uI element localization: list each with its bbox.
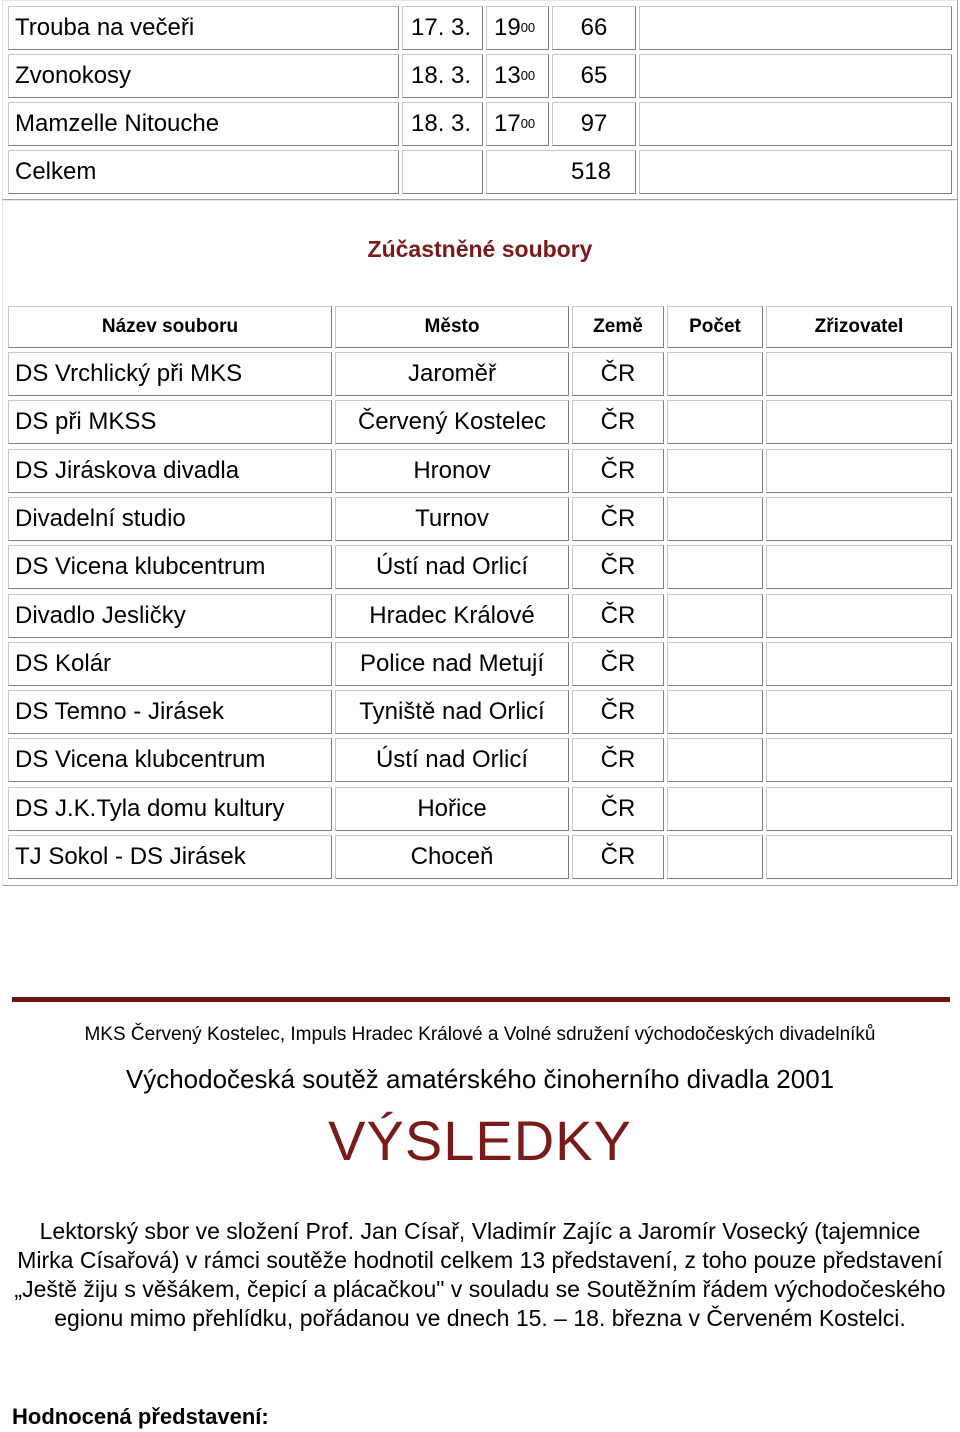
ensemble-count [667, 352, 763, 396]
schedule-count: 65 [552, 54, 636, 98]
ensemble-country: ČR [572, 497, 664, 541]
ensemble-founder [766, 594, 952, 638]
ensemble-name: DS Temno - Jirásek [8, 690, 332, 734]
schedule-extra-empty [639, 102, 952, 146]
ensemble-city: Hořice [335, 787, 569, 831]
ensemble-name: Divadelní studio [8, 497, 332, 541]
ensemble-country: ČR [572, 400, 664, 444]
rated-performances-heading: Hodnocená představení: [12, 1404, 269, 1429]
ensemble-count [667, 594, 763, 638]
ensemble-count [667, 690, 763, 734]
ensemble-count [667, 449, 763, 493]
ensemble-city: Choceň [335, 835, 569, 879]
time-minute: 00 [520, 115, 536, 131]
ensemble-name: DS při MKSS [8, 400, 332, 444]
schedule-extra-empty [639, 54, 952, 98]
schedule-time [486, 102, 549, 146]
ensemble-city: Ústí nad Orlicí [335, 545, 569, 589]
time-minute: 00 [520, 67, 536, 83]
schedule-date: 18. 3. [402, 54, 483, 98]
ensemble-country: ČR [572, 352, 664, 396]
ensemble-country: ČR [572, 449, 664, 493]
ensemble-founder [766, 449, 952, 493]
divider [12, 997, 950, 1002]
schedule-extra-empty [639, 6, 952, 50]
ensemble-founder [766, 497, 952, 541]
schedule-count: 97 [552, 102, 636, 146]
total-extra-empty [639, 150, 952, 194]
total-date-empty [402, 150, 483, 194]
header-city: Město [335, 306, 569, 348]
ensemble-city: Hradec Králové [335, 594, 569, 638]
results-heading: VÝSLEDKY [328, 1109, 632, 1172]
ensemble-name: DS Vicena klubcentrum [8, 738, 332, 782]
schedule-title: Zvonokosy [8, 54, 399, 98]
schedule-date: 18. 3. [402, 102, 483, 146]
ensemble-count [667, 642, 763, 686]
ensemble-city: Police nad Metují [335, 642, 569, 686]
ensemble-country: ČR [572, 787, 664, 831]
competition-title: Východočeská soutěž amatérského činoherního divadla 2001 [125, 1064, 835, 1094]
ensemble-founder [766, 787, 952, 831]
ensemble-name: DS Kolár [8, 642, 332, 686]
ensemble-founder [766, 690, 952, 734]
ensemble-country: ČR [572, 690, 664, 734]
ensemble-country: ČR [572, 642, 664, 686]
header-founder: Zřizovatel [766, 306, 952, 348]
ensemble-city: Ústí nad Orlicí [335, 738, 569, 782]
time-hour: 19 [494, 14, 521, 41]
schedule-date: 17. 3. [402, 6, 483, 50]
ensemble-founder [766, 642, 952, 686]
ensembles-title: Zúčastněné soubory [367, 236, 593, 262]
ensemble-city: Turnov [335, 497, 569, 541]
schedule-title: Mamzelle Nitouche [8, 102, 399, 146]
ensemble-country: ČR [572, 835, 664, 879]
ensemble-name: DS Vicena klubcentrum [8, 545, 332, 589]
ensemble-city: Jaroměř [335, 352, 569, 396]
header-count: Počet [667, 306, 763, 348]
ensemble-founder [766, 545, 952, 589]
schedule-count: 66 [552, 6, 636, 50]
ensemble-count [667, 545, 763, 589]
time-hour: 17 [494, 110, 521, 137]
ensembles-table [2, 200, 958, 886]
ensemble-name: DS J.K.Tyla domu kultury [8, 787, 332, 831]
ensemble-country: ČR [572, 545, 664, 589]
ensemble-name: DS Vrchlický při MKS [8, 352, 332, 396]
ensemble-count [667, 400, 763, 444]
time-minute: 00 [520, 19, 536, 35]
ensemble-count [667, 787, 763, 831]
ensemble-city: Hronov [335, 449, 569, 493]
organizers: MKS Červený Kostelec, Impuls Hradec Králové a Volné sdružení východočeských divadelníků [84, 1024, 876, 1045]
ensemble-country: ČR [572, 738, 664, 782]
total-label: Celkem [8, 150, 399, 194]
jury-paragraph: Lektorský sbor ve složení Prof. Jan Císař, Vladimír Zajíc a Jaromír Vosecký (tajemnice Mirka Císařová) v rámci soutěže hodnotil celkem 13 představení, z toho pouze představení „Ještě žiju s věšákem, čepicí a plácačkou" v souladu se Soutěžním řádem východočeského egionu mimo přehlídku, pořádanou ve dnech 15. – 18. března v Červeném Kostelci. [14, 1218, 946, 1331]
ensemble-name: Divadlo Jesličky [8, 594, 332, 638]
ensemble-name: TJ Sokol - DS Jirásek [8, 835, 332, 879]
ensemble-city: Červený Kostelec [335, 400, 569, 444]
ensemble-count [667, 835, 763, 879]
header-name: Název souboru [8, 306, 332, 348]
ensemble-name: DS Jiráskova divadla [8, 449, 332, 493]
schedule-title: Trouba na večeři [8, 6, 399, 50]
ensemble-founder [766, 738, 952, 782]
schedule-time [486, 54, 549, 98]
ensemble-count [667, 497, 763, 541]
ensemble-city: Tyniště nad Orlicí [335, 690, 569, 734]
time-hour: 13 [494, 62, 521, 89]
total-value: 518 [486, 150, 636, 194]
ensemble-founder [766, 835, 952, 879]
schedule-time [486, 6, 549, 50]
ensemble-founder [766, 352, 952, 396]
ensemble-country: ČR [572, 594, 664, 638]
ensemble-founder [766, 400, 952, 444]
ensemble-count [667, 738, 763, 782]
header-country: Země [572, 306, 664, 348]
